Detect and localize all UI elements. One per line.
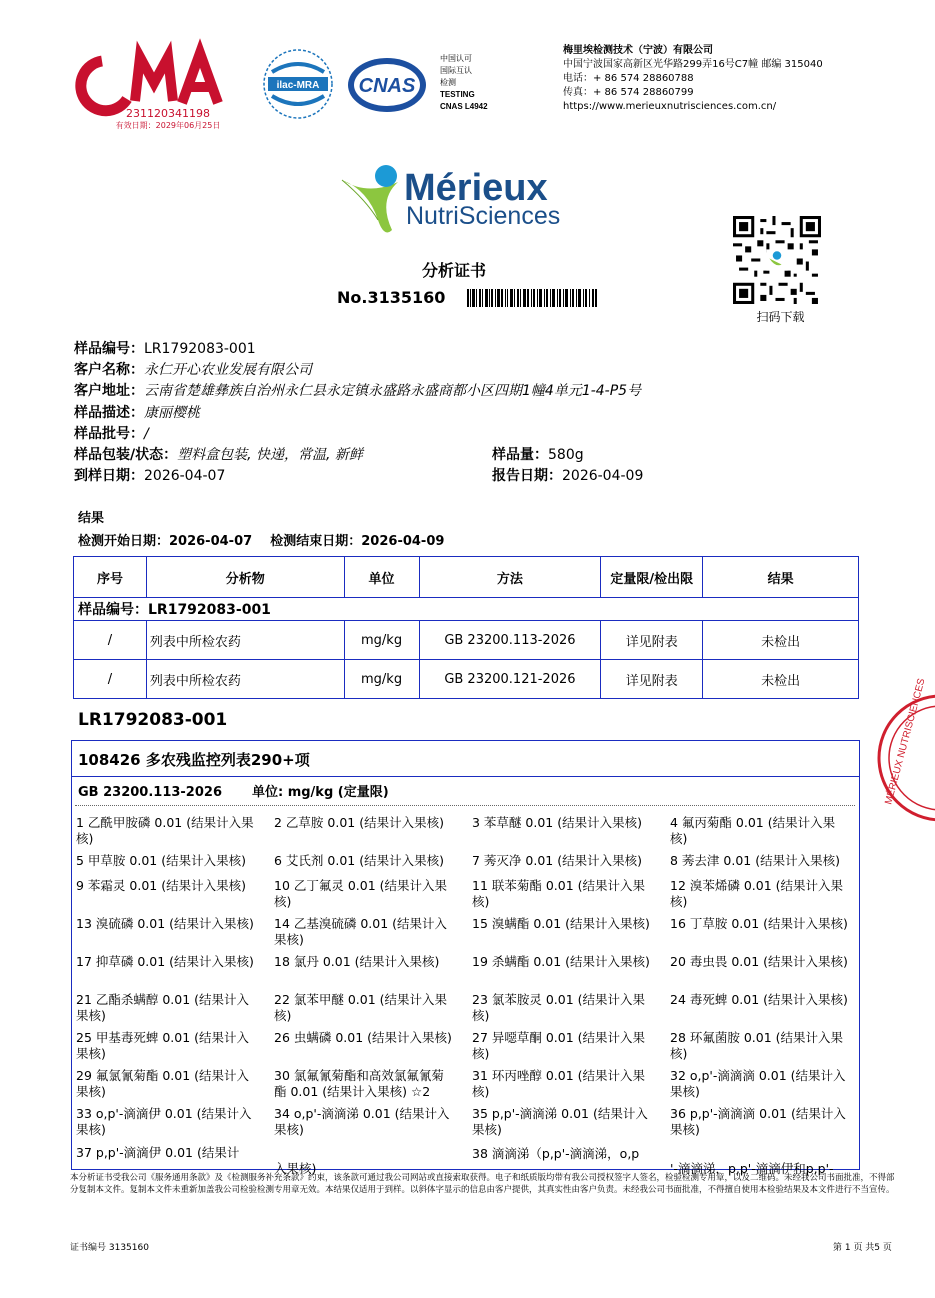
pesticide-item: 8 莠去津 0.01 (结果计入果核): [670, 853, 840, 868]
pesticide-item: 1 乙酰甲胺磷 0.01 (结果计入果核): [76, 815, 254, 846]
pesticide-item: 37 p,p'-滴滴伊 0.01 (结果计: [76, 1145, 240, 1160]
batch-row: [74, 423, 149, 443]
column-header: 单位: [344, 557, 419, 598]
sample-number: LR1792083-001: [144, 341, 256, 357]
company-url[interactable]: https://www.merieuxnutrisciences.com.cn/: [563, 101, 777, 112]
cell-analyte: 列表中所检农药: [146, 621, 344, 660]
sample-subheader: 样品编号：LR1792083-001: [74, 598, 859, 621]
footer-disclaimer: 本分析证书受我公司《服务通用条款》及《检测服务补充条款》约束，该条款可通过我公司网站或直接索取获得。电子和纸质版均带有我公司授权签字人签名，检验检测专用章，以及二维码。未经我公司书面批准，不得部分复制本文件。复制本文件未重新加盖我公司检验检测专用章无效。本结果仅适用于到样。以斜体字显示的信息由客户提供，其真实性由客户负责。未经我公司书面批准，不得擅自使用本检验结果及本文件进行不当宣传。: [70, 1173, 895, 1195]
cnas-line: 检测: [440, 78, 456, 87]
pesticide-item: 11 联苯菊酯 0.01 (结果计入果核): [472, 878, 646, 909]
pesticide-item: 15 溴螨酯 0.01 (结果计入果核): [472, 916, 650, 931]
cell-limit: 详见附表: [601, 621, 703, 660]
label: 到样日期：: [74, 468, 144, 484]
pesticide-item: '-滴滴涕，p,p'-滴滴伊和p,p'-: [670, 1161, 834, 1176]
company-stamp: [875, 677, 935, 825]
client-row: [74, 359, 312, 379]
pesticide-item: 14 乙基溴硫磷 0.01 (结果计入果核): [274, 916, 448, 947]
label: 样品包装/状态：: [74, 447, 178, 463]
pesticide-item: 16 丁草胺 0.01 (结果计入果核): [670, 916, 848, 931]
column-header: 结果: [703, 557, 859, 598]
label: 样品编号：: [74, 341, 144, 357]
pesticide-item: 10 乙丁氟灵 0.01 (结果计入果核): [274, 878, 448, 909]
table-subheader-row: [74, 598, 859, 621]
svg-text:ilac-MRA: ilac-MRA: [276, 80, 320, 91]
footer-cert-number: 证书编号 3135160: [70, 1243, 149, 1253]
pesticide-item: 6 艾氏剂 0.01 (结果计入果核): [274, 853, 444, 868]
label: 样品批号：: [74, 426, 144, 442]
packaging-row: [74, 444, 363, 464]
pesticide-item: 3 苯草醚 0.01 (结果计入果核): [472, 815, 642, 830]
pesticide-item: 入果核): [274, 1161, 317, 1176]
pesticide-item: 25 甲基毒死蜱 0.01 (结果计入果核): [76, 1030, 250, 1061]
label: 报告日期：: [492, 468, 562, 484]
pesticide-item: 9 苯霜灵 0.01 (结果计入果核): [76, 878, 246, 893]
description-row: [74, 402, 200, 422]
column-header: 序号: [74, 557, 147, 598]
pesticide-item: 20 毒虫畏 0.01 (结果计入果核): [670, 954, 848, 969]
arrival-row: [74, 465, 225, 485]
merieux-logo: [338, 160, 578, 240]
pesticide-item: 21 乙酯杀螨醇 0.01 (结果计入果核): [76, 992, 250, 1023]
company-phone: 电话：+ 86 574 28860788: [563, 73, 694, 84]
page-number: 第 1 页 共5 页: [833, 1243, 892, 1253]
test-dates: 检测开始日期：2026-04-07 检测结束日期：2026-04-09: [78, 534, 445, 549]
pesticide-item: 13 溴硫磷 0.01 (结果计入果核): [76, 916, 254, 931]
quantity-row: [492, 444, 584, 464]
pesticide-item: 22 氯苯甲醚 0.01 (结果计入果核): [274, 992, 448, 1023]
cnas-text: [440, 53, 488, 113]
results-heading: 结果: [78, 511, 105, 526]
pesticide-item: 23 氯苯胺灵 0.01 (结果计入果核): [472, 992, 646, 1023]
pesticide-item: 38 滴滴涕（p,p'-滴滴涕，o,p: [472, 1146, 640, 1161]
cnas-logo: [346, 55, 428, 115]
cell-unit: mg/kg: [344, 660, 419, 699]
cell-analyte: 列表中所检农药: [146, 660, 344, 699]
pesticide-item: 36 p,p'-滴滴滴 0.01 (结果计入果核): [670, 1106, 846, 1137]
list-method: GB 23200.113-2026: [78, 785, 222, 800]
cell-result: 未检出: [703, 621, 859, 660]
pesticide-item: 17 抑草磷 0.01 (结果计入果核): [76, 954, 254, 969]
cell-result: 未检出: [703, 660, 859, 699]
stamp-text: MÉRIEUX NUTRISCIENCES: [883, 677, 928, 806]
sample-description: 康丽樱桃: [144, 405, 200, 421]
pesticide-item: 18 氯丹 0.01 (结果计入果核): [274, 954, 440, 969]
pesticide-item: 28 环氟菌胺 0.01 (结果计入果核): [670, 1030, 844, 1061]
sample-quantity: 580g: [548, 447, 584, 463]
cnas-line: TESTING: [440, 90, 475, 99]
cnas-line: 国际互认: [440, 66, 472, 75]
qr-label: 扫码下载: [756, 310, 805, 324]
label: 客户地址：: [74, 383, 144, 399]
client-address: 云南省楚雄彝族自治州永仁县永定镇永盛路永盛商都小区四期1幢4单元1-4-P5号: [144, 383, 642, 399]
cell-index: /: [74, 621, 147, 660]
barcode: [467, 289, 597, 307]
page-title: 分析证书: [421, 261, 486, 280]
pesticide-item: 19 杀螨酯 0.01 (结果计入果核): [472, 954, 650, 969]
cma-valid-date: 有效日期：2029年06月25日: [115, 121, 221, 130]
pesticide-item: 33 o,p'-滴滴伊 0.01 (结果计入果核): [76, 1106, 252, 1137]
label: 样品量：: [492, 447, 548, 463]
column-header: 分析物: [146, 557, 344, 598]
arrival-date: 2026-04-07: [144, 468, 226, 484]
pesticide-item: 34 o,p'-滴滴涕 0.01 (结果计入果核): [274, 1106, 450, 1137]
company-info: [563, 44, 823, 114]
column-header: 定量限/检出限: [601, 557, 703, 598]
pesticide-list-box: [71, 740, 860, 1176]
ilac-mra-logo: [262, 48, 334, 120]
results-table: [73, 556, 859, 699]
report-date: 2026-04-09: [562, 468, 644, 484]
company-name: 梅里埃检测技术（宁波）有限公司: [563, 45, 713, 56]
pesticide-item: 29 氟氯氰菊酯 0.01 (结果计入果核): [76, 1068, 250, 1099]
pesticide-item: 31 环丙唑醇 0.01 (结果计入果核): [472, 1068, 646, 1099]
cnas-line: 中国认可: [440, 54, 472, 63]
pesticide-item: 4 氟丙菊酯 0.01 (结果计入果核): [670, 815, 836, 846]
logo-line1: Mérieux: [404, 167, 548, 209]
label: 样品描述：: [74, 405, 144, 421]
cma-number: 231120341198: [126, 107, 210, 120]
pesticide-item: 26 虫螨磷 0.01 (结果计入果核): [274, 1030, 452, 1045]
list-unit: 单位: mg/kg (定量限): [251, 785, 389, 800]
pesticide-item: 2 乙草胺 0.01 (结果计入果核): [274, 815, 444, 830]
label: 客户名称：: [74, 362, 144, 378]
company-fax: 传真：+ 86 574 28860799: [563, 87, 694, 98]
column-header: 方法: [419, 557, 601, 598]
pesticide-item: 35 p,p'-滴滴涕 0.01 (结果计入果核): [472, 1106, 648, 1137]
list-title: 108426 多农残监控列表290+项: [72, 741, 859, 777]
logo-line2: NutriSciences: [406, 202, 561, 230]
report-date-row: [492, 465, 643, 485]
cell-method: GB 23200.113-2026: [419, 621, 601, 660]
sample-number-row: [74, 338, 256, 358]
svg-text:CNAS: CNAS: [358, 75, 416, 97]
pesticide-item: 5 甲草胺 0.01 (结果计入果核): [76, 853, 246, 868]
cnas-line: CNAS L4942: [440, 102, 488, 111]
table-row: [74, 621, 859, 660]
pesticide-item: 27 异噁草酮 0.01 (结果计入果核): [472, 1030, 646, 1061]
pesticide-item: 24 毒死蜱 0.01 (结果计入果核): [670, 992, 848, 1007]
address-row: [74, 380, 641, 400]
pesticide-item: 32 o,p'-滴滴滴 0.01 (结果计入果核): [670, 1068, 846, 1099]
cell-limit: 详见附表: [601, 660, 703, 699]
cell-index: /: [74, 660, 147, 699]
table-header-row: [74, 557, 859, 598]
sample-section-heading: LR1792083-001: [78, 710, 228, 730]
packaging: 塑料盒包装, 快递，常温, 新鲜: [177, 447, 363, 463]
batch-number: /: [144, 426, 149, 442]
certificate-number: No.3135160: [337, 288, 446, 307]
cell-method: GB 23200.121-2026: [419, 660, 601, 699]
cell-unit: mg/kg: [344, 621, 419, 660]
dotted-divider: [75, 805, 855, 806]
pesticide-item: 30 氯氟氰菊酯和高效氯氟氰菊酯 0.01 (结果计入果核) ☆2: [274, 1068, 444, 1099]
list-subheader: [78, 781, 419, 800]
pesticide-item: 12 溴苯烯磷 0.01 (结果计入果核): [670, 878, 844, 909]
pesticide-item: 7 莠灭净 0.01 (结果计入果核): [472, 853, 642, 868]
client-name: 永仁开心农业发展有限公司: [144, 362, 312, 378]
table-row: [74, 660, 859, 699]
company-address: 中国宁波国家高新区光华路299弄16号C7幢 邮编 315040: [563, 59, 823, 70]
